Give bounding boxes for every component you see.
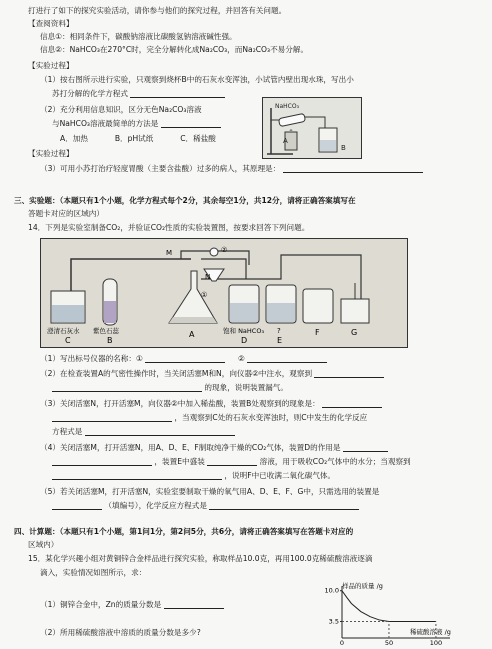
sample-mass-chart [300, 580, 480, 646]
section4-heading: 四、计算题：（本题只有1个小题，第1问1分，第2问5分，共6分，请将正确答案填写在答题卡对应的 [14, 527, 354, 536]
chart-series-line [342, 591, 436, 622]
section4-heading-2: 区域内） [28, 540, 59, 549]
exp1-tag: 【实验过程】 [28, 61, 74, 70]
info-1: 信息①：相同条件下，碳酸钠溶液比碳酸氢钠溶液碱性强。 [40, 32, 237, 41]
chart-x-label: 稀硫酸溶液 /g [410, 628, 451, 636]
s5-line2 [52, 501, 359, 510]
s1-line [40, 354, 327, 363]
s3-line1 [40, 399, 382, 408]
co2-apparatus-drawing [41, 239, 407, 347]
s1-prompt: （1）写出标号仪器的名称：① [40, 354, 143, 363]
apparatus-d-label: D [241, 336, 248, 345]
q2-prompt: 与NaHCO₃溶液最简单的方法是 [52, 119, 159, 128]
section3-heading-2: 答题卡对应的区域内） [28, 209, 104, 218]
litmus-label: 紫色石蕊 [93, 327, 119, 335]
nahco3-bottle-label: 饱和 NaHCO₃ [223, 327, 265, 335]
valve-label-m: M [166, 249, 173, 257]
apparatus-label-b: B [341, 144, 346, 152]
s3-prompt: （3）关闭活塞N，打开活塞M，向仪器②中加入稀盐酸，装置B处观察到的现象是： [40, 399, 320, 408]
apparatus-f-label: F [315, 328, 320, 337]
calc-s1-blank[interactable] [164, 600, 224, 609]
s4-line3 [52, 471, 335, 480]
s4-line1 [40, 443, 388, 452]
nahco3-label: NaHCO₃ [275, 103, 299, 110]
s4-suffix: ，说明F中已收满二氧化碳气体。 [224, 471, 336, 480]
s4-line2 [52, 457, 411, 466]
s3-blank-2[interactable] [52, 413, 172, 422]
q2-line2 [52, 119, 221, 128]
q1-line1: （1）按右图所示进行实验，只观察到烧杯B中的石灰水变浑浊，小试管内壁出现水珠，写出小 [40, 75, 354, 84]
apparatus-g-label: G [351, 328, 358, 337]
apparatus-c-label: C [65, 336, 71, 345]
q2-line1: （2）充分利用信息知识，区分无色Na₂CO₃溶液 [40, 105, 202, 114]
s3-blank-3[interactable] [85, 427, 235, 436]
s4-blank-3[interactable] [207, 457, 257, 466]
s4-prompt: （4）关闭活塞M，打开活塞N，用A、D、E、F制取纯净干燥的CO₂气体，装置D的作用是 [40, 443, 341, 452]
chart-y-tick-label: 3.5 [328, 617, 339, 626]
s3-line2 [52, 413, 367, 422]
heating-apparatus-figure [262, 97, 362, 159]
s2-blank-2[interactable] [52, 383, 202, 392]
q2-option-b: B．pH试纸 [114, 134, 154, 143]
q14-text: 14．下列是实验室制备CO₂，并验证CO₂性质的实验装置图，按要求回答下列问题。 [28, 223, 310, 232]
q2-option-a: A．加热 [60, 134, 88, 143]
s3-line3 [52, 427, 235, 436]
q2-option-c: C．稀盐酸 [180, 134, 216, 143]
s2-line1 [40, 369, 384, 378]
s4-blank-4[interactable] [52, 471, 222, 480]
instrument-label-2: ② [221, 246, 228, 254]
apparatus-b-label: B [107, 336, 113, 345]
q2-answer-blank[interactable] [161, 119, 221, 128]
valve-label-n: N [205, 273, 211, 281]
chart-x-tick-label: 0 [339, 639, 345, 646]
info-tag: 【查阅资料】 [28, 19, 74, 28]
s1-blank-2[interactable] [247, 354, 327, 363]
intro-text: 打进行了如下的探究实验活动，请你参与他们的探究过程，并回答有关问题。 [28, 6, 287, 15]
apparatus-a-label: A [189, 330, 195, 339]
exp2-tag: 【实验过程】 [28, 149, 74, 158]
calc-s2-line: （2）所用稀硫酸溶液中溶质的质量分数是多少? [40, 628, 201, 637]
s2-suffix: 的现象，说明装置漏气。 [204, 383, 288, 392]
apparatus-e-label: E [277, 336, 283, 345]
heating-apparatus-drawing [263, 98, 361, 158]
chart-y-tick-label: 10.0 [324, 586, 339, 595]
chart-x-tick-label: 100 [429, 639, 443, 646]
s5-suffix: （填编号），化学反应方程式是 [104, 501, 207, 510]
q3-line [40, 164, 423, 173]
s4-e-prompt: ，装置E中盛装 [154, 457, 205, 466]
q2-options [60, 134, 216, 143]
q3-answer-blank[interactable] [283, 164, 423, 173]
q1-line2 [52, 89, 225, 98]
q15-line2: 滴入，实验情况如图所示，求： [40, 568, 147, 577]
s5-line1 [40, 487, 379, 496]
calc-s1-line [40, 600, 224, 609]
chart-x-tick-label: 50 [384, 639, 394, 646]
s5-prompt: （5）若关闭活塞M，打开活塞N，实验室要制取干燥的氧气用A、D、E、F、G中，只需选用的装置是 [40, 487, 380, 496]
instrument-label-1: ① [201, 291, 208, 299]
s2-line2 [52, 383, 288, 392]
s1-prompt-2: ② [238, 354, 245, 363]
apparatus-label-a: A [283, 137, 288, 145]
q3-prompt: （3）可用小苏打治疗轻度胃酸（主要含盐酸）过多的病人，其原理是： [40, 164, 281, 173]
q1-answer-blank[interactable] [130, 89, 225, 98]
s4-blank-2[interactable] [52, 457, 152, 466]
s2-blank-1[interactable] [314, 369, 384, 378]
s2-prompt: （2）在检查装置A的气密性操作时，当关闭活塞M和N，向仪器②中注水，观察到 [40, 369, 313, 378]
chart-y-label: 样品的质量 /g [342, 582, 383, 590]
s3-middle: ，当观察到C处的石灰水变浑浊时，则C中发生的化学反应 [174, 413, 368, 422]
co2-apparatus-figure [40, 238, 408, 348]
s1-blank-1[interactable] [145, 354, 225, 363]
s3-blank-1[interactable] [322, 399, 382, 408]
s5-blank-1[interactable] [52, 501, 102, 510]
s5-blank-2[interactable] [209, 501, 359, 510]
calc-s1-prompt: （1）铜锌合金中，Zn的质量分数是 [40, 600, 162, 609]
s3-equation-prompt: 方程式是 [52, 427, 83, 436]
limewater-label: 澄清石灰水 [47, 327, 80, 335]
q1-prompt: 苏打分解的化学方程式 [52, 89, 128, 98]
info-2: 信息②：NaHCO₃在270°C时，完全分解转化成Na₂CO₃，而Na₂CO₃不易分解。 [40, 45, 309, 54]
s4-e-suffix: 溶液，用于吸收CO₂气体中的水分；当观察到 [259, 457, 411, 466]
unknown-reagent-label: ? [277, 327, 281, 335]
q15-line1: 15．某化学兴趣小组对黄铜锌合金样品进行探究实验，称取样品10.0克，再用100.0克稀硫酸溶液逐滴 [28, 554, 373, 563]
section3-heading: 三、实验题：（本题只有1个小题，化学方程式每个2分，其余每空1分，共12分，请将正确答案填写在 [14, 196, 356, 205]
s4-blank-1[interactable] [343, 443, 388, 452]
